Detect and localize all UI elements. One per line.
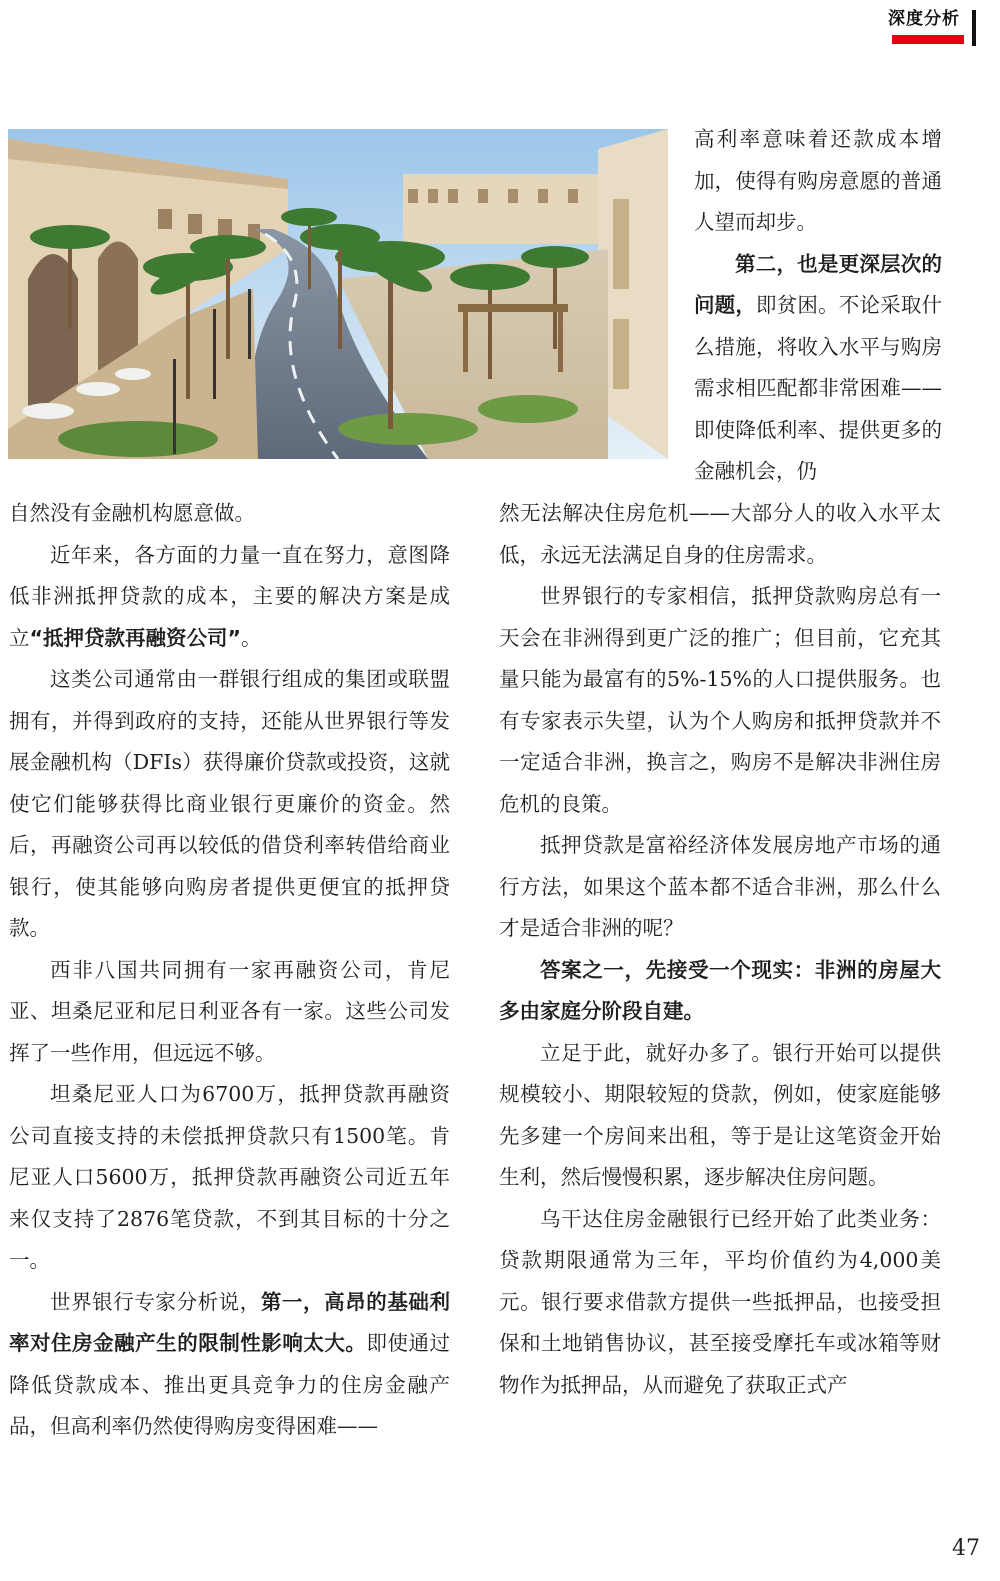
section-header bbox=[888, 8, 978, 48]
street-rendering-image bbox=[8, 129, 668, 459]
left-paragraph-3: 这类公司通常由一群银行组成的集团或联盟拥有，并得到政府的支持，还能从世界银行等发展金融机构（DFIs）获得廉价贷款或投资，这就使它们能够获得比商业银行更廉价的资金。然后，再融资公司再以较低的借贷利率转借给商业银行，使其能够向购房者提供更便宜的抵押贷款。 bbox=[9, 667, 450, 940]
right-paragraph-5: 立足于此，就好办多了。银行开始可以提供规模较小、期限较短的贷款，例如，使家庭能够先多建一个房间来出租，等于是让这笔资金开始生利，然后慢慢积累，逐步解决住房问题。 bbox=[499, 1040, 941, 1189]
section-divider-bar bbox=[972, 10, 976, 46]
left-paragraph-6-text: 即使通过降低贷款成本、推出更具竞争力的住房金融产品，但高利率仍然使得购房变得困难—— bbox=[9, 1331, 451, 1438]
left-paragraph-1: 自然没有金融机构愿意做。 bbox=[9, 501, 255, 525]
page-number: 47 bbox=[952, 1536, 980, 1561]
left-paragraph-2-end: 。 bbox=[240, 625, 262, 650]
right-paragraph-1: 然无法解决住房危机——大部分人的收入水平太低，永远无法满足自身的住房需求。 bbox=[499, 501, 941, 567]
left-paragraph-2 bbox=[9, 535, 450, 660]
left-column bbox=[9, 493, 450, 1448]
emphasis-second-point: 第二，也是更深层次的问题， bbox=[694, 251, 942, 317]
emphasis-refinancing-company: “抵押贷款再融资公司” bbox=[29, 625, 241, 650]
right-paragraph-2: 世界银行的专家相信，抵押贷款购房总有一天会在非洲得到更广泛的推广；但目前，它充其量只能为最富有的5%-15%的人口提供服务。也有专家表示失望，认为个人购房和抵押贷款并不一定适合非洲，换言之，购房不是解决非洲住房危机的良策。 bbox=[499, 584, 941, 816]
left-paragraph-2-text: 近年来，各方面的力量一直在努力，意图降低非洲抵押贷款的成本，主要的解决方案是成立 bbox=[9, 542, 450, 650]
right-top-paragraph-1: 高利率意味着还款成本增加，使得有购房意愿的普通人望而却步。 bbox=[694, 127, 942, 234]
right-column bbox=[499, 493, 941, 1406]
left-paragraph-6 bbox=[9, 1282, 450, 1448]
right-paragraph-6: 乌干达住房金融银行已经开始了此类业务：贷款期限通常为三年，平均价值约为4,000美元。银行要求借款方提供一些抵押品，也接受担保和土地销售协议，甚至接受摩托车或冰箱等财物作为抵押品，从而避免了获取正式产 bbox=[499, 1206, 941, 1397]
left-paragraph-4: 西非八国共同拥有一家再融资公司，肯尼亚、坦桑尼亚和尼日利亚各有一家。这些公司发挥了一些作用，但远远不够。 bbox=[9, 957, 450, 1065]
emphasis-first-point: 第一，高昂的基础利率对住房金融产生的限制性影响太大。 bbox=[9, 1289, 451, 1355]
left-paragraph-6-start: 世界银行专家分析说， bbox=[50, 1289, 261, 1314]
street-illustration bbox=[8, 129, 668, 459]
right-top-paragraph-2-text: 即贫困。不论采取什么措施，将收入水平与购房需求相匹配都非常困难——即使降低利率、提供更多的金融机会，仍 bbox=[694, 293, 943, 483]
section-red-bar bbox=[892, 35, 964, 44]
right-paragraph-3: 抵押贷款是富裕经济体发展房地产市场的通行方法，如果这个蓝本都不适合非洲，那么什么才是适合非洲的呢？ bbox=[499, 833, 941, 940]
right-top-column bbox=[694, 119, 942, 493]
left-paragraph-5: 坦桑尼亚人口为6700万，抵押贷款再融资公司直接支持的未偿抵押贷款只有1500笔。肯尼亚人口5600万，抵押贷款再融资公司近五年来仅支持了2876笔贷款，不到其目标的十分之一。 bbox=[9, 1082, 450, 1272]
section-title: 深度分析 bbox=[888, 9, 960, 29]
emphasis-answer-paragraph: 答案之一，先接受一个现实：非洲的房屋大多由家庭分阶段自建。 bbox=[499, 957, 941, 1023]
right-top-paragraph-2 bbox=[694, 244, 942, 493]
